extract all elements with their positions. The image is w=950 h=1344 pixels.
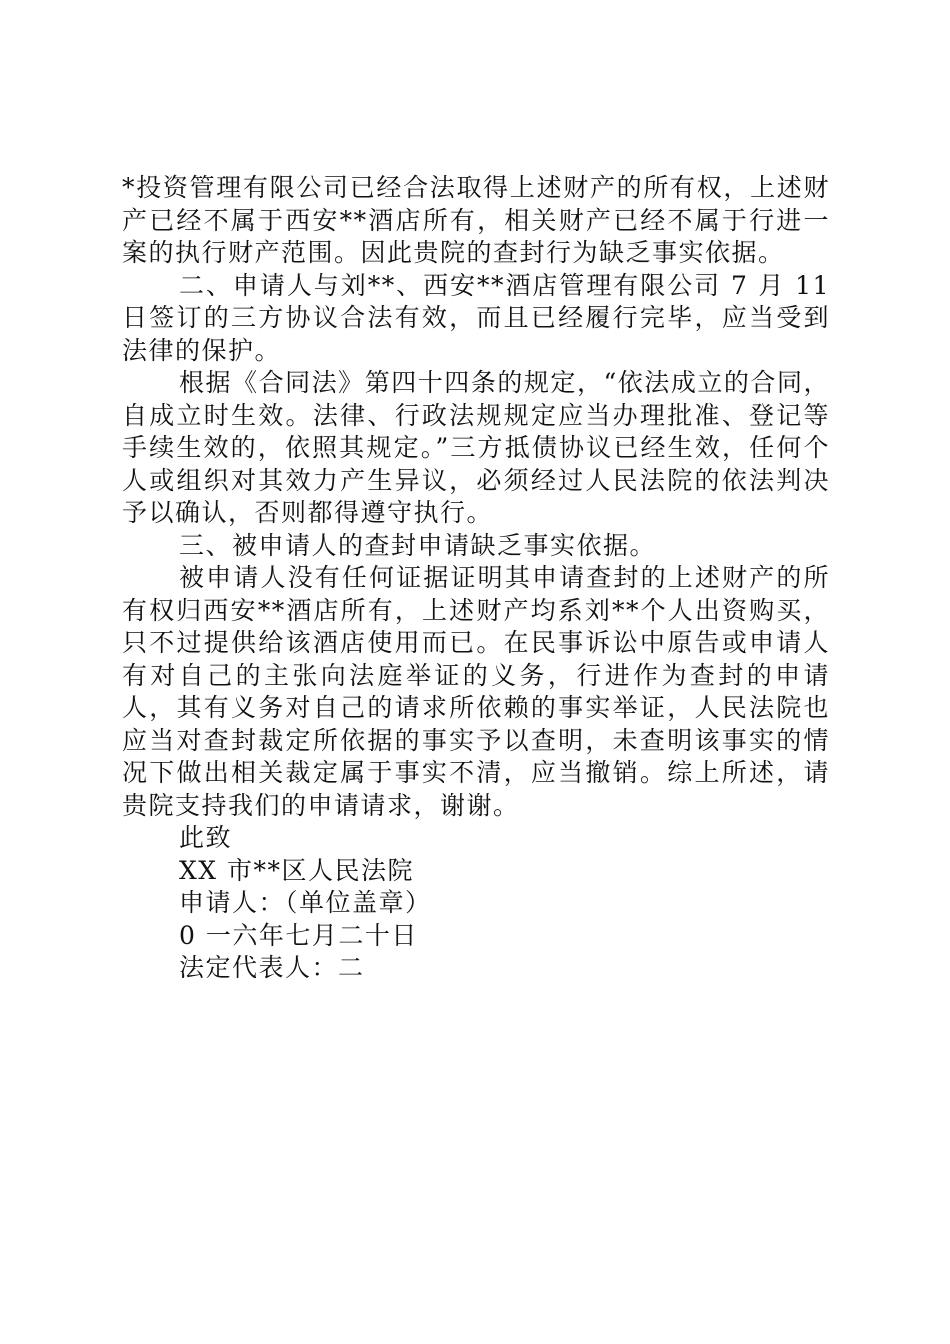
closing-representative: 法定代表人：二 bbox=[179, 953, 365, 982]
paragraph-continuation: *投资管理有限公司已经合法取得上述财产的所有权，上述财产已经不属于西安**酒店所有，相关财产已经不属于行进一案的执行财产范围。因此贵院的查封行为缺乏事实依据。 bbox=[122, 173, 830, 267]
closing-recipient: XX 市**区人民法院 bbox=[179, 855, 415, 885]
closing-date: 0 一六年七月二十日 bbox=[179, 920, 418, 950]
paragraph-point-three: 三、被申请人的查封申请缺乏事实依据。 bbox=[179, 530, 657, 560]
closing-applicant: 申请人：（单位盖章） bbox=[179, 888, 432, 917]
document-body bbox=[122, 172, 830, 985]
paragraph-point-two: 二、申请人与刘**、西安**酒店管理有限公司 7 月 11 日签订的三方协议合法有效，而且已经履行完毕，应当受到法律的保护。 bbox=[122, 270, 830, 365]
closing-salutation: 此致 bbox=[179, 823, 233, 852]
paragraph-evidence: 被申请人没有任何证据证明其申请查封的上述财产的所有权归西安**酒店所有，上述财产均系刘**个人出资购买，只不过提供给该酒店使用而已。在民事诉讼中原告或申请人有对自己的主张向法庭举证的义务，行进作为查封的申请人，其有义务对自己的请求所依赖的事实举证，人民法院也应当对查封裁定所依据的事实予以查明，未查明该事实的情况下做出相关裁定属于事实不清，应当撤销。综上所述，请贵院支持我们的申请请求，谢谢。 bbox=[122, 563, 830, 820]
paragraph-contract-law: 根据《合同法》第四十四条的规定，“依法成立的合同，自成立时生效。法律、行政法规规定应当办理批准、登记等手续生效的，依照其规定。”三方抵债协议已经生效，任何个人或组织对其效力产生异议，必须经过人民法院的依法判决予以确认，否则都得遵守执行。 bbox=[122, 368, 830, 527]
